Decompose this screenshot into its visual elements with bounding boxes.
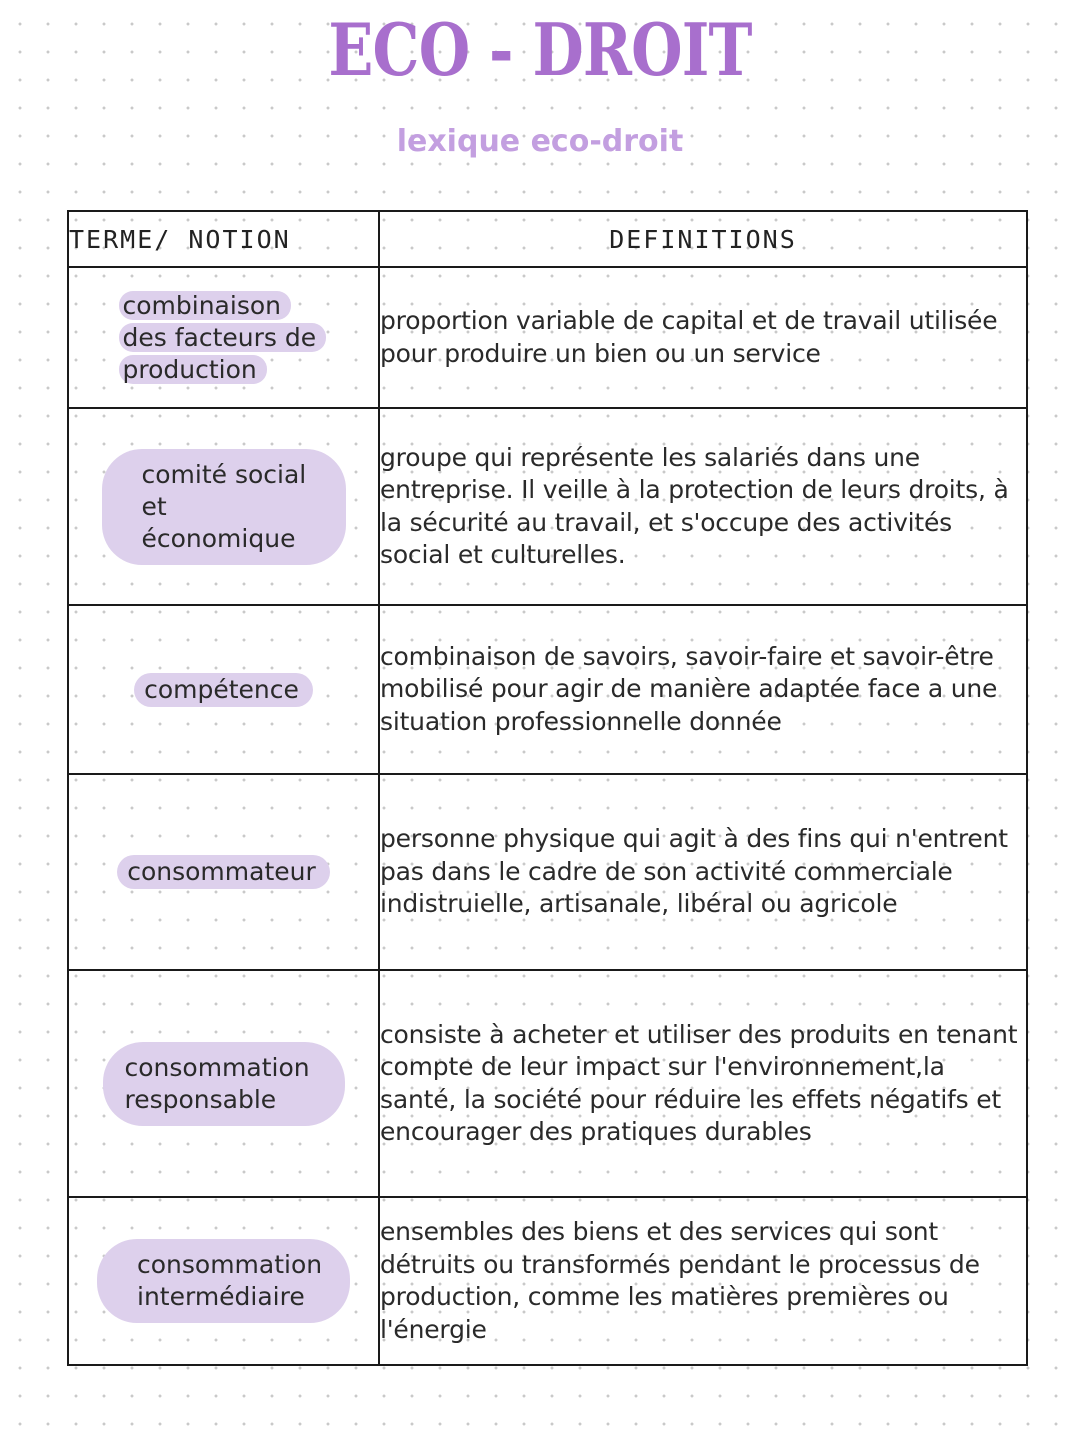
term-cell <box>68 267 379 408</box>
term-pill <box>134 673 313 707</box>
table-row <box>68 1197 1027 1365</box>
term-label: consommation responsable <box>124 1052 310 1114</box>
term-label: consommation intermédiaire <box>137 1250 323 1311</box>
term-label: combinaison des facteurs de production <box>119 291 327 384</box>
term-label: compétence <box>144 674 299 704</box>
term-cell <box>68 1197 379 1365</box>
term-cell <box>68 774 379 970</box>
page-title: ECO - DROIT <box>328 7 752 92</box>
term-cell <box>68 605 379 774</box>
table-row <box>68 408 1027 605</box>
term-highlight <box>119 290 329 386</box>
lexicon-table <box>67 210 1028 1366</box>
term-pill <box>103 1042 345 1126</box>
term-label: comité social et économique <box>141 459 307 553</box>
header-definitions: DEFINITIONS <box>379 211 1027 267</box>
term-pill <box>97 1239 350 1323</box>
table-row <box>68 605 1027 774</box>
term-pill <box>117 855 330 889</box>
table-row <box>68 267 1027 408</box>
definition-cell: groupe qui représente les salariés dans une entreprise. Il veille à la protection de leurs droits, à la sécurité au travail, et s'occupe des activités social et culturelles. <box>379 408 1027 605</box>
table-header-row <box>68 211 1027 267</box>
term-label: consommateur <box>127 857 316 886</box>
term-cell <box>68 408 379 605</box>
header-term: TERME/ NOTION <box>68 211 379 267</box>
term-pill <box>102 449 346 565</box>
definition-cell: personne physique qui agit à des fins qui n'entrent pas dans le cadre de son activité commerciale indistruielle, artisanale, libéral ou agricole <box>379 774 1027 970</box>
definition-cell: consiste à acheter et utiliser des produits en tenant compte de leur impact sur l'environnement,la santé, la société pour réduire les effets négatifs et encourager des pratiques durables <box>379 970 1027 1197</box>
definition-cell: combinaison de savoirs, savoir-faire et savoir-être mobilisé pour agir de manière adaptée face a une situation professionnelle donnée <box>379 605 1027 774</box>
definition-cell: ensembles des biens et des services qui sont détruits ou transformés pendant le processus de production, comme les matières premières ou l'énergie <box>379 1197 1027 1365</box>
page-subtitle: lexique eco-droit <box>396 124 684 159</box>
term-cell <box>68 970 379 1197</box>
table-row <box>68 970 1027 1197</box>
table-row <box>68 774 1027 970</box>
definition-cell: proportion variable de capital et de travail utilisée pour produire un bien ou un service <box>379 267 1027 408</box>
